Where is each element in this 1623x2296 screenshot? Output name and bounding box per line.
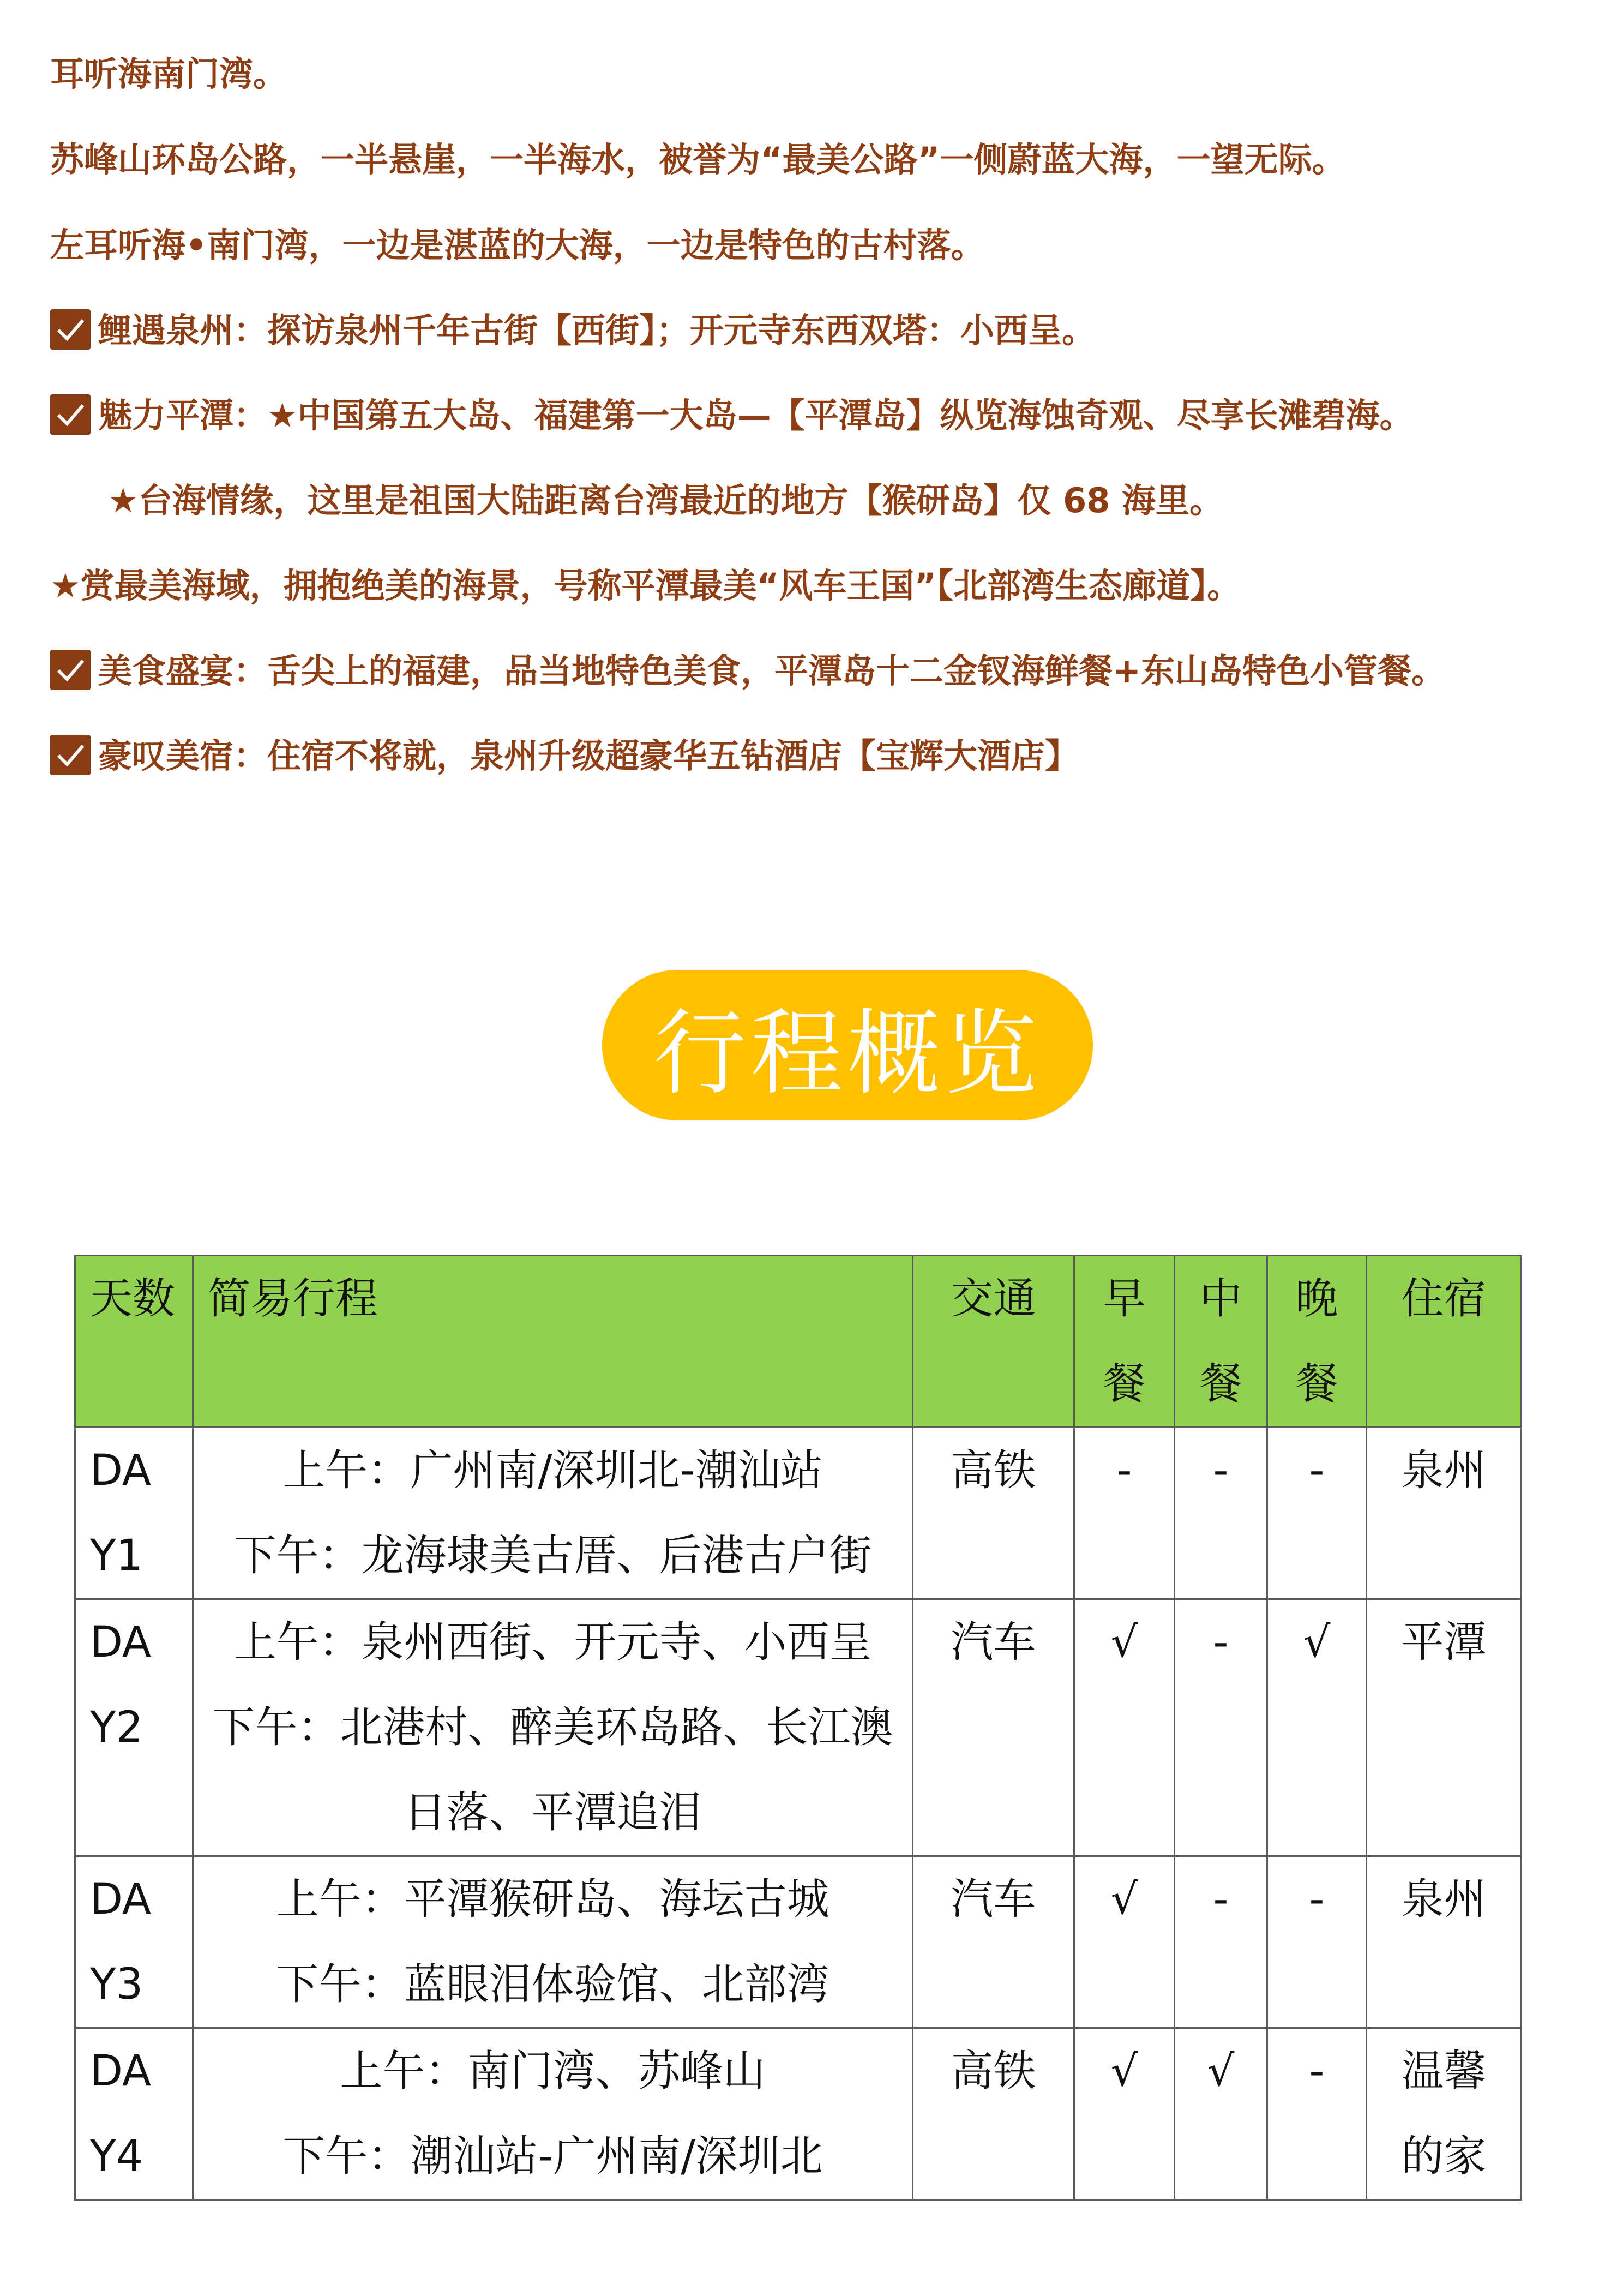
header-breakfast-line: 餐	[1103, 1359, 1146, 1408]
header-dinner	[1267, 1256, 1367, 1428]
highlight-text: 美食盛宴：舌尖上的福建，品当地特色美食，平潭岛十二金钗海鲜餐+东山岛特色小管餐。	[98, 651, 1445, 691]
highlight-text: 魅力平潭：★中国第五大岛、福建第一大岛—【平潭岛】纵览海蚀奇观、尽享长滩碧海。	[98, 395, 1414, 435]
day-cell	[75, 1856, 193, 2028]
header-summary: 简易行程	[193, 1256, 913, 1428]
day-cell	[75, 1428, 193, 1599]
transport-cell: 高铁	[913, 2028, 1074, 2200]
header-breakfast	[1074, 1256, 1175, 1428]
checkbox-icon	[50, 394, 91, 435]
hotel-line: 的家	[1401, 2132, 1487, 2181]
lunch-cell: -	[1175, 1856, 1267, 2028]
header-lunch-line: 中	[1199, 1274, 1242, 1323]
table-row	[75, 1428, 1522, 1599]
section-title-pill	[602, 970, 1093, 1120]
hotel-cell: 泉州	[1367, 1428, 1522, 1599]
header-lunch	[1175, 1256, 1267, 1428]
hotel-line: 温馨	[1401, 2047, 1487, 2096]
summary-am: 上午：南门湾、苏峰山	[340, 2047, 766, 2096]
checkbox-icon	[50, 735, 91, 775]
highlight-text: 鲤遇泉州：探访泉州千年古街【西街】；开元寺东西双塔：小西呈。	[98, 310, 1096, 350]
header-transport: 交通	[913, 1256, 1074, 1428]
summary-cell	[193, 1856, 913, 2028]
day-line: Y2	[90, 1703, 143, 1752]
summary-am: 上午：广州南/深圳北-潮汕站	[282, 1446, 823, 1495]
intro-line: ★赏最美海域，拥抱绝美的海景，号称平潭最美“风车王国”【北部湾生态廊道】。	[50, 566, 1241, 606]
breakfast-cell: √	[1074, 2028, 1175, 2200]
table-header-row	[75, 1256, 1522, 1428]
day-line: Y4	[90, 2132, 143, 2181]
day-cell	[75, 1599, 193, 1856]
summary-am: 上午：平潭猴研岛、海坛古城	[276, 1875, 829, 1924]
highlight-item	[50, 388, 1414, 443]
header-dinner-line: 晚	[1295, 1274, 1338, 1323]
summary-pm: 下午：龙海埭美古厝、后港古户街	[233, 1531, 872, 1580]
intro-line: ★台海情缘，这里是祖国大陆距离台湾最近的地方【猴研岛】仅 68 海里。	[108, 481, 1224, 520]
header-day: 天数	[75, 1256, 193, 1428]
lunch-cell: -	[1175, 1428, 1267, 1599]
transport-cell: 汽车	[913, 1856, 1074, 2028]
header-lunch-line: 餐	[1199, 1359, 1242, 1408]
summary-pm: 下午：蓝眼泪体验馆、北部湾	[276, 1960, 829, 2009]
dinner-cell: √	[1267, 1599, 1367, 1856]
itinerary-table	[74, 1255, 1522, 2201]
intro-line: 耳听海南门湾。	[50, 54, 287, 94]
breakfast-cell: √	[1074, 1599, 1175, 1856]
lunch-cell: -	[1175, 1599, 1267, 1856]
table-row	[75, 2028, 1522, 2200]
summary-cell	[193, 2028, 913, 2200]
day-line: DA	[90, 1446, 152, 1495]
hotel-cell: 泉州	[1367, 1856, 1522, 2028]
summary-pm: 下午：潮汕站-广州南/深圳北	[282, 2132, 823, 2181]
highlight-item	[50, 729, 1079, 783]
table-row	[75, 1856, 1522, 2028]
transport-cell: 高铁	[913, 1428, 1074, 1599]
dinner-cell: -	[1267, 2028, 1367, 2200]
day-line: DA	[90, 1875, 152, 1924]
lunch-cell: √	[1175, 2028, 1267, 2200]
table-row	[75, 1599, 1522, 1856]
day-cell	[75, 2028, 193, 2200]
summary-pm: 下午：北港村、醉美环岛路、长江澳	[212, 1703, 893, 1752]
transport-cell: 汽车	[913, 1599, 1074, 1856]
hotel-cell	[1367, 2028, 1522, 2200]
summary-pm-continued: 日落、平潭追泪	[404, 1788, 702, 1837]
checkbox-icon	[50, 309, 91, 350]
day-line: Y1	[90, 1531, 143, 1580]
summary-am: 上午：泉州西街、开元寺、小西呈	[233, 1618, 872, 1667]
checkbox-icon	[50, 650, 91, 690]
header-dinner-line: 餐	[1295, 1359, 1338, 1408]
hotel-cell: 平潭	[1367, 1599, 1522, 1856]
dinner-cell: -	[1267, 1856, 1367, 2028]
breakfast-cell: -	[1074, 1428, 1175, 1599]
day-line: DA	[90, 1618, 152, 1667]
day-line: DA	[90, 2047, 152, 2096]
header-hotel: 住宿	[1367, 1256, 1522, 1428]
dinner-cell: -	[1267, 1428, 1367, 1599]
intro-line: 苏峰山环岛公路，一半悬崖，一半海水，被誉为“最美公路”一侧蔚蓝大海，一望无际。	[50, 140, 1346, 179]
summary-cell	[193, 1428, 913, 1599]
section-title: 行程概览	[653, 999, 1042, 1108]
intro-line: 左耳听海•南门湾，一边是湛蓝的大海，一边是特色的古村落。	[50, 225, 985, 265]
highlight-text: 豪叹美宿：住宿不将就，泉州升级超豪华五钻酒店【宝辉大酒店】	[98, 736, 1079, 776]
day-line: Y3	[90, 1960, 143, 2009]
breakfast-cell: √	[1074, 1856, 1175, 2028]
highlight-item	[50, 303, 1096, 358]
summary-cell	[193, 1599, 913, 1856]
header-breakfast-line: 早	[1103, 1274, 1146, 1323]
highlight-item	[50, 644, 1445, 698]
